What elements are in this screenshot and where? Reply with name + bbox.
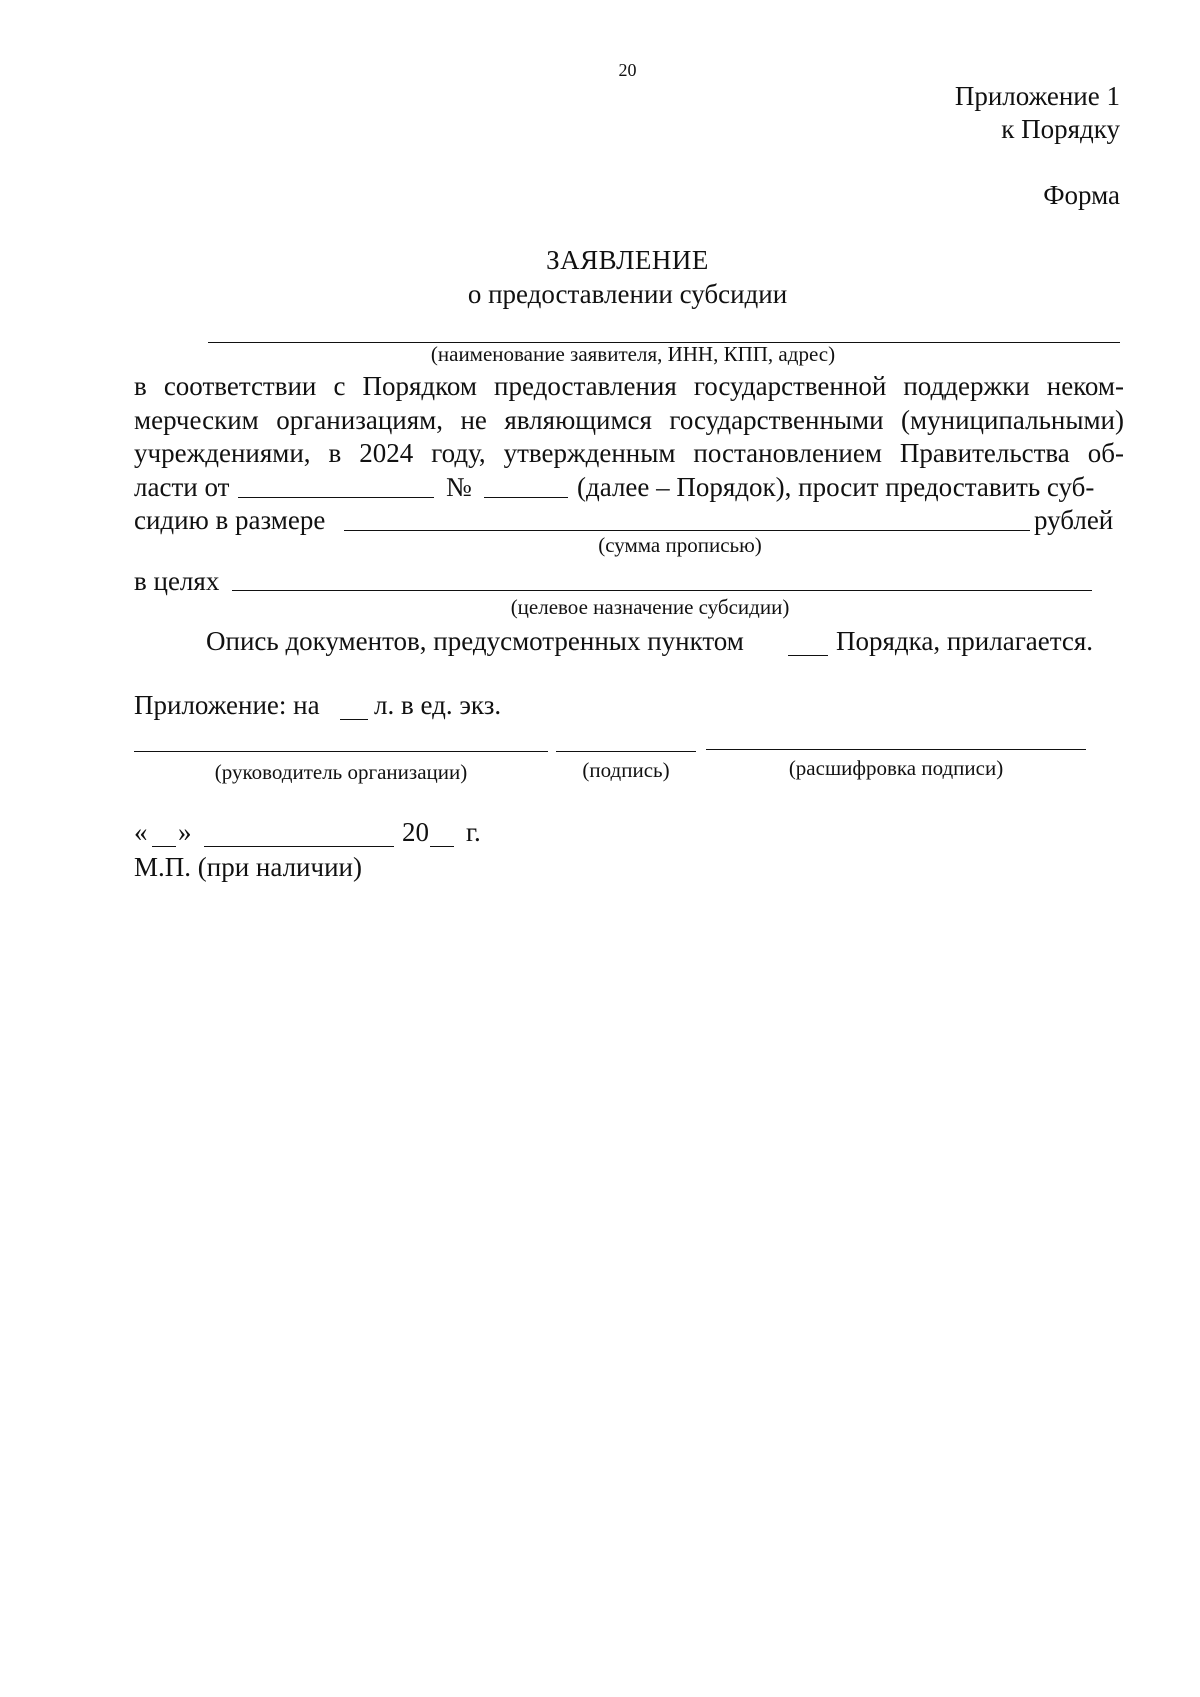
inventory-suffix: Порядка, прилагается.	[836, 626, 1094, 656]
document-title: ЗАЯВЛЕНИЕ	[546, 245, 709, 275]
inventory-prefix: Опись документов, предусмотренных пунктом	[206, 626, 744, 656]
head-field[interactable]	[134, 751, 548, 752]
subsidy-amount-field[interactable]	[344, 506, 1030, 531]
form-label: Форма	[1043, 180, 1120, 210]
applicant-caption: (наименование заявителя, ИНН, КПП, адрес)	[430, 342, 836, 366]
purpose-caption: (целевое назначение субсидии)	[510, 595, 790, 619]
line5-prefix: сидию в размере	[134, 505, 326, 535]
attachment-prefix: Приложение: на	[134, 690, 320, 720]
decoding-caption: (расшифровка подписи)	[788, 756, 1004, 780]
signature-field[interactable]	[556, 751, 696, 752]
attachment-suffix: л. в ед. экз.	[374, 690, 502, 720]
purpose-prefix: в целях	[134, 566, 220, 596]
date-year-field[interactable]	[430, 822, 454, 847]
annex-header	[955, 80, 1120, 146]
annex-line-1: Приложение 1	[954, 81, 1120, 111]
sum-caption: (сумма прописью)	[598, 533, 762, 557]
order-number-field[interactable]	[484, 473, 568, 498]
attachment-sheets-field[interactable]	[340, 695, 368, 720]
request-paragraph	[134, 370, 1124, 538]
body-line-1: в соответствии с Порядком предоставления государственной поддержки неком-	[134, 371, 1124, 401]
date-year-suffix: г.	[466, 817, 481, 847]
date-line	[134, 817, 534, 851]
date-month-field[interactable]	[204, 822, 394, 847]
line5-suffix: рублей	[1034, 505, 1114, 535]
page-number: 20	[618, 60, 637, 80]
date-close-quote: »	[178, 817, 192, 847]
signature-decoding-field[interactable]	[706, 749, 1086, 750]
line4-suffix: (далее – Порядок), просит предоставить суб-	[577, 471, 1095, 502]
head-caption: (руководитель организации)	[214, 760, 468, 784]
inventory-item-field[interactable]	[788, 631, 828, 656]
line4-prefix: ласти от	[134, 471, 230, 502]
stamp-note: М.П. (при наличии)	[134, 852, 362, 882]
date-year-prefix: 20	[402, 817, 429, 847]
document-subtitle: о предоставлении субсидии	[467, 279, 788, 309]
purpose-field[interactable]	[232, 590, 1092, 591]
body-line-4	[134, 471, 1124, 505]
order-date-field[interactable]	[238, 473, 434, 498]
date-day-field[interactable]	[152, 822, 176, 847]
body-line-3: учреждениями, в 2024 году, утвержденным постановлением Правительства об-	[134, 438, 1124, 468]
signature-caption: (подпись)	[582, 758, 670, 782]
number-sign: №	[446, 471, 472, 502]
body-line-2: мерческим организациям, не являющимся государственными (муниципальными)	[134, 404, 1124, 435]
annex-line-2: к Порядку	[1001, 114, 1120, 144]
date-open-quote: «	[134, 817, 148, 847]
